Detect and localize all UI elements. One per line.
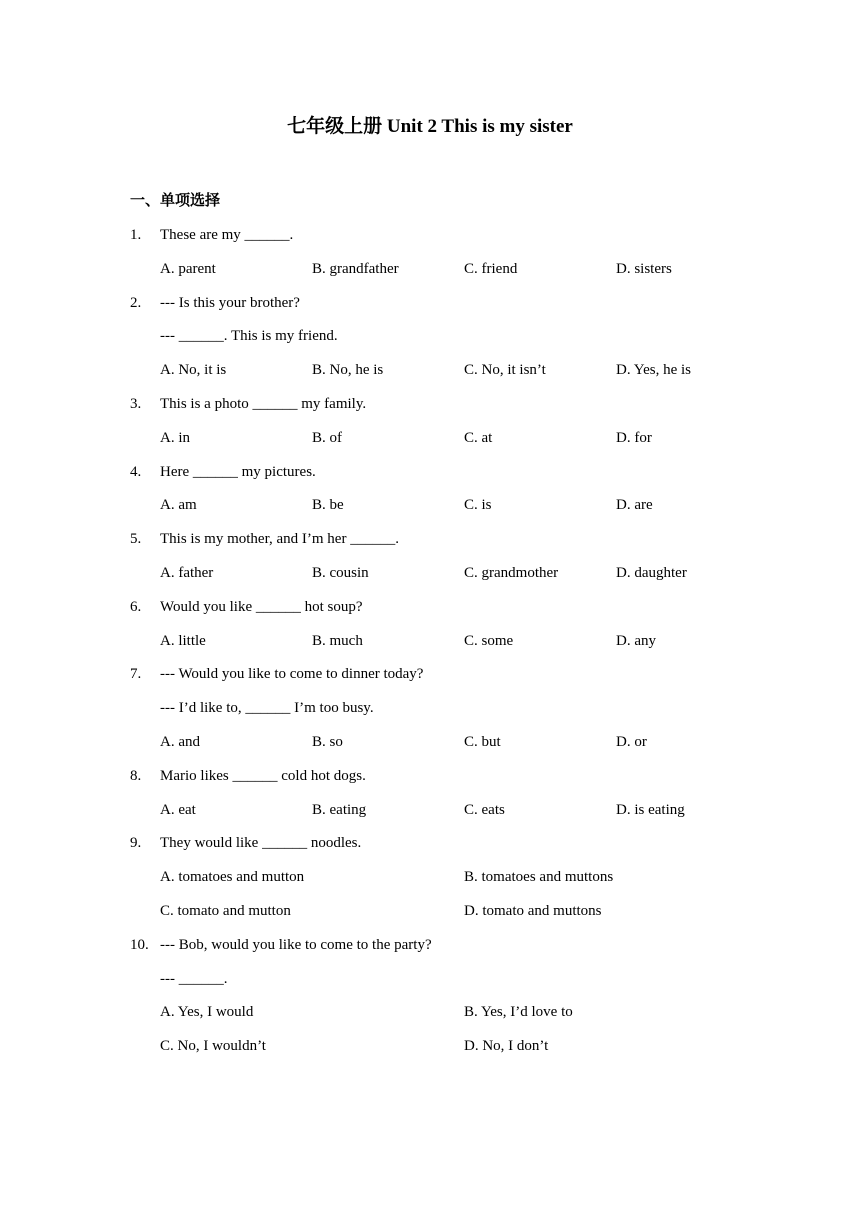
answer-option: D. daughter [616, 565, 687, 581]
answer-option: D. sisters [616, 260, 672, 277]
question-stem: This is my mother, and I’m her ______. [160, 531, 399, 548]
answer-option: B. so [312, 734, 343, 750]
question-stem: These are my ______. [160, 227, 294, 243]
answer-option: B. tomatoes and muttons [464, 869, 614, 886]
answer-option: A. No, it is [160, 362, 227, 379]
answer-option: C. tomato and mutton [160, 903, 291, 919]
answer-option: C. eats [464, 801, 505, 818]
answer-option: B. cousin [312, 565, 369, 581]
answer-option: C. grandmother [464, 565, 559, 581]
answer-option: A. little [160, 632, 206, 649]
question-stem: --- Is this your brother? [160, 294, 300, 311]
answer-option: A. in [160, 429, 190, 446]
answer-option: A. father [160, 565, 214, 581]
answer-option: A. parent [160, 260, 216, 277]
answer-option: B. No, he is [312, 362, 384, 379]
question-number: 4. [130, 463, 142, 480]
answer-option: C. No, it isn’t [464, 362, 546, 379]
question-stem: --- Would you like to come to dinner today? [160, 666, 424, 683]
answer-option: B. be [312, 497, 344, 514]
answer-option: C. some [464, 632, 514, 649]
answer-option: C. is [464, 497, 492, 514]
answer-option: D. any [616, 632, 656, 649]
answer-option: D. are [616, 497, 653, 514]
answer-option: B. of [312, 429, 342, 446]
answer-option: C. but [464, 734, 501, 750]
question-stem: --- ______. This is my friend. [160, 328, 338, 345]
answer-option: A. tomatoes and mutton [160, 869, 305, 886]
answer-option: C. at [464, 429, 493, 446]
answer-option: D. is eating [616, 801, 685, 818]
section-heading: 一、单项选择 [130, 191, 221, 209]
question-stem: They would like ______ noodles. [160, 835, 362, 852]
question-stem: Would you like ______ hot soup? [160, 598, 363, 615]
answer-option: A. eat [160, 801, 196, 818]
answer-option: A. and [160, 734, 200, 750]
question-number: 8. [130, 767, 142, 784]
question-stem: Mario likes ______ cold hot dogs. [160, 767, 366, 784]
question-stem: This is a photo ______ my family. [160, 396, 367, 412]
answer-option: B. grandfather [312, 260, 399, 277]
question-number: 7. [130, 666, 142, 683]
page-title: 七年级上册 Unit 2 This is my sister [287, 116, 573, 137]
question-number: 5. [130, 531, 142, 548]
answer-option: D. tomato and muttons [464, 903, 602, 919]
answer-option: C. No, I wouldn’t [160, 1038, 266, 1055]
answer-option: D. No, I don’t [464, 1038, 549, 1055]
question-number: 6. [130, 598, 142, 615]
question-stem: --- Bob, would you like to come to the party? [160, 936, 432, 953]
question-number: 2. [130, 294, 142, 311]
answer-option: B. eating [312, 801, 367, 818]
answer-option: D. or [616, 734, 647, 750]
answer-option: D. Yes, he is [616, 362, 692, 379]
answer-option: D. for [616, 429, 652, 446]
question-stem: --- ______. [160, 970, 228, 987]
question-number: 3. [130, 396, 142, 412]
answer-option: B. much [312, 632, 363, 649]
question-stem: --- I’d like to, ______ I’m too busy. [160, 700, 374, 717]
question-number: 9. [130, 835, 142, 852]
answer-option: B. Yes, I’d love to [464, 1004, 573, 1021]
answer-option: C. friend [464, 260, 518, 277]
answer-option: A. am [160, 497, 197, 514]
question-number: 1. [130, 227, 142, 243]
answer-option: A. Yes, I would [160, 1004, 254, 1021]
question-stem: Here ______ my pictures. [160, 463, 316, 480]
question-number: 10. [130, 936, 149, 953]
